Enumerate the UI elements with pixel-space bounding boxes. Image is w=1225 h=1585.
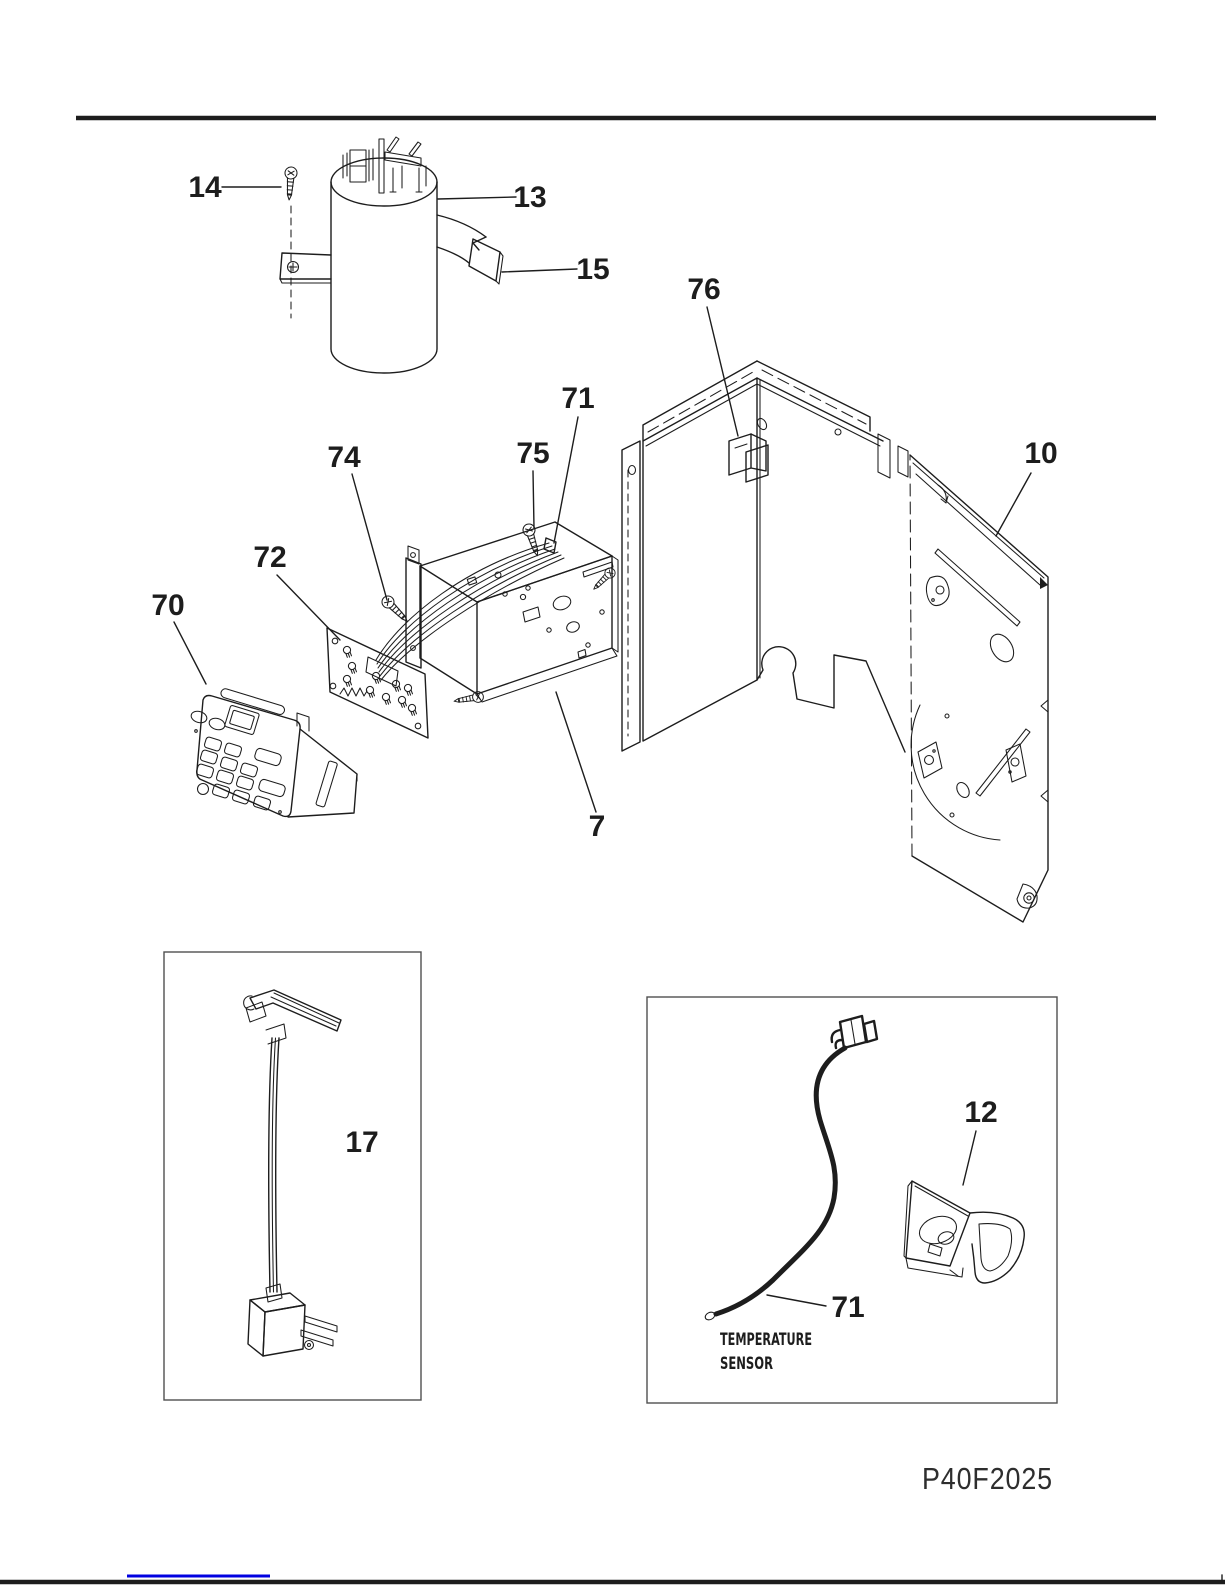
side-panel-drawing	[910, 455, 1048, 922]
sensor-caption-line2: SENSOR	[720, 1354, 773, 1374]
inset-box-cord	[164, 952, 421, 1400]
callout-15: 15	[576, 253, 610, 286]
callout-75: 75	[516, 437, 550, 470]
callout-12: 12	[964, 1096, 998, 1129]
callout-71-top: 71	[561, 382, 595, 415]
callout-13: 13	[513, 181, 547, 214]
sensor-bracket-drawing	[904, 1181, 1024, 1283]
control-box-holes	[467, 562, 613, 658]
inset-box-sensor	[647, 997, 1057, 1403]
callout-14: 14	[188, 171, 222, 204]
capacitor-drawing	[280, 137, 503, 373]
part-code-text: P40F2025	[922, 1461, 1053, 1496]
power-cord-drawing	[244, 990, 341, 1356]
side-panel-holes	[911, 576, 1026, 840]
mounting-screw-drawing	[283, 167, 297, 318]
callout-17: 17	[345, 1126, 379, 1159]
clip-76-drawing	[729, 417, 768, 482]
temperature-sensor-drawing	[704, 1016, 877, 1321]
capacitor-strap	[280, 253, 331, 283]
capacitor-bracket-drawing	[437, 215, 503, 284]
circuit-board-drawing	[327, 628, 428, 738]
callout-10: 10	[1024, 437, 1058, 470]
wrapper-panel-drawing	[622, 361, 908, 752]
callout-76: 76	[687, 273, 721, 306]
side-panel-braces	[935, 549, 1030, 796]
callout-72: 72	[253, 541, 287, 574]
capacitor-terminals	[343, 137, 426, 193]
control-panel-drawing	[190, 688, 357, 817]
callout-74: 74	[327, 441, 361, 474]
wire-harness-drawing	[376, 538, 564, 680]
callout-7: 7	[588, 810, 606, 843]
keypad-buttons	[190, 709, 286, 813]
callout-70: 70	[151, 589, 185, 622]
sensor-caption-line1: TEMPERATURE	[720, 1330, 812, 1350]
display-window	[224, 705, 259, 735]
callout-71-sensor: 71	[831, 1291, 865, 1324]
